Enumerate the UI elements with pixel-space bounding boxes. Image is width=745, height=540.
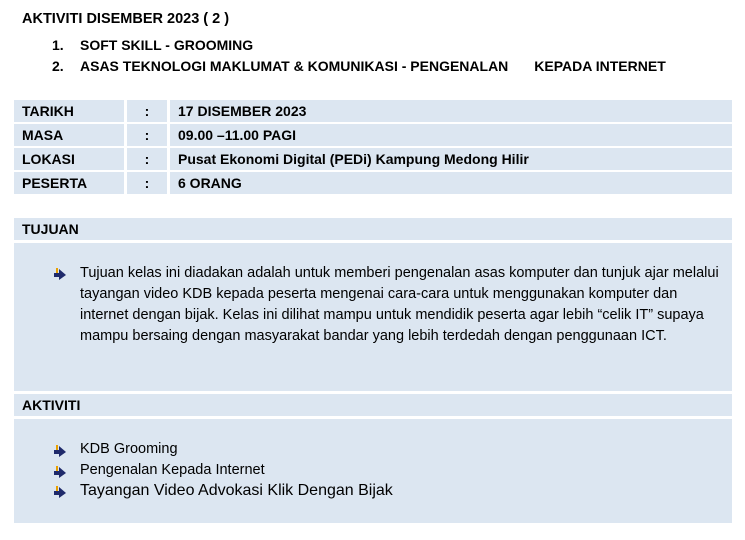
page-title: AKTIVITI DISEMBER 2023 ( 2 ) xyxy=(22,11,230,27)
tujuan-heading: TUJUAN xyxy=(14,218,732,240)
info-label: LOKASI xyxy=(14,148,124,170)
info-row xyxy=(14,124,732,146)
arrow-bullet-icon xyxy=(54,268,66,280)
topic-item xyxy=(52,35,666,56)
info-row xyxy=(14,172,732,194)
aktiviti-heading: AKTIVITI xyxy=(14,394,732,416)
info-value: Pusat Ekonomi Digital (PEDi) Kampung Medong Hilir xyxy=(170,148,732,170)
tujuan-panel xyxy=(14,243,732,391)
aktiviti-item: KDB Grooming xyxy=(80,441,178,457)
aktiviti-item: Pengenalan Kepada Internet xyxy=(80,462,265,478)
info-separator: : xyxy=(124,124,170,146)
topic-text-continued: KEPADA INTERNET xyxy=(534,58,666,74)
info-row xyxy=(14,100,732,122)
info-label: MASA xyxy=(14,124,124,146)
topic-number: 1. xyxy=(52,37,64,53)
topic-item xyxy=(52,56,666,77)
topic-list xyxy=(52,35,666,77)
info-separator: : xyxy=(124,172,170,194)
aktiviti-panel xyxy=(14,419,732,523)
topic-number: 2. xyxy=(52,58,64,74)
arrow-bullet-icon xyxy=(54,466,66,478)
info-label: TARIKH xyxy=(14,100,124,122)
arrow-bullet-icon xyxy=(54,445,66,457)
topic-text: SOFT SKILL - GROOMING xyxy=(80,37,254,53)
info-value: 6 ORANG xyxy=(170,172,732,194)
info-value: 09.00 –11.00 PAGI xyxy=(170,124,732,146)
info-value: 17 DISEMBER 2023 xyxy=(170,100,732,122)
aktiviti-item: Tayangan Video Advokasi Klik Dengan Bijak xyxy=(80,482,393,499)
info-label: PESERTA xyxy=(14,172,124,194)
info-table xyxy=(14,98,732,196)
topic-text: ASAS TEKNOLOGI MAKLUMAT & KOMUNIKASI - PENGENALAN xyxy=(80,58,509,74)
arrow-bullet-icon xyxy=(54,486,66,498)
info-row xyxy=(14,148,732,170)
info-separator: : xyxy=(124,148,170,170)
info-separator: : xyxy=(124,100,170,122)
tujuan-paragraph: Tujuan kelas ini diadakan adalah untuk memberi pengenalan asas komputer dan tunjuk ajar melalui tayangan video KDB kepada peserta mengenai cara-cara untuk menggunakan komputer dan internet dengan bijak. Kelas ini dilihat mampu untuk mendidik peserta agar lebih “celik IT” supaya mampu bersaing dengan masyarakat bandar yang lebih terdedah dengan penggunaan ICT. xyxy=(80,265,719,344)
